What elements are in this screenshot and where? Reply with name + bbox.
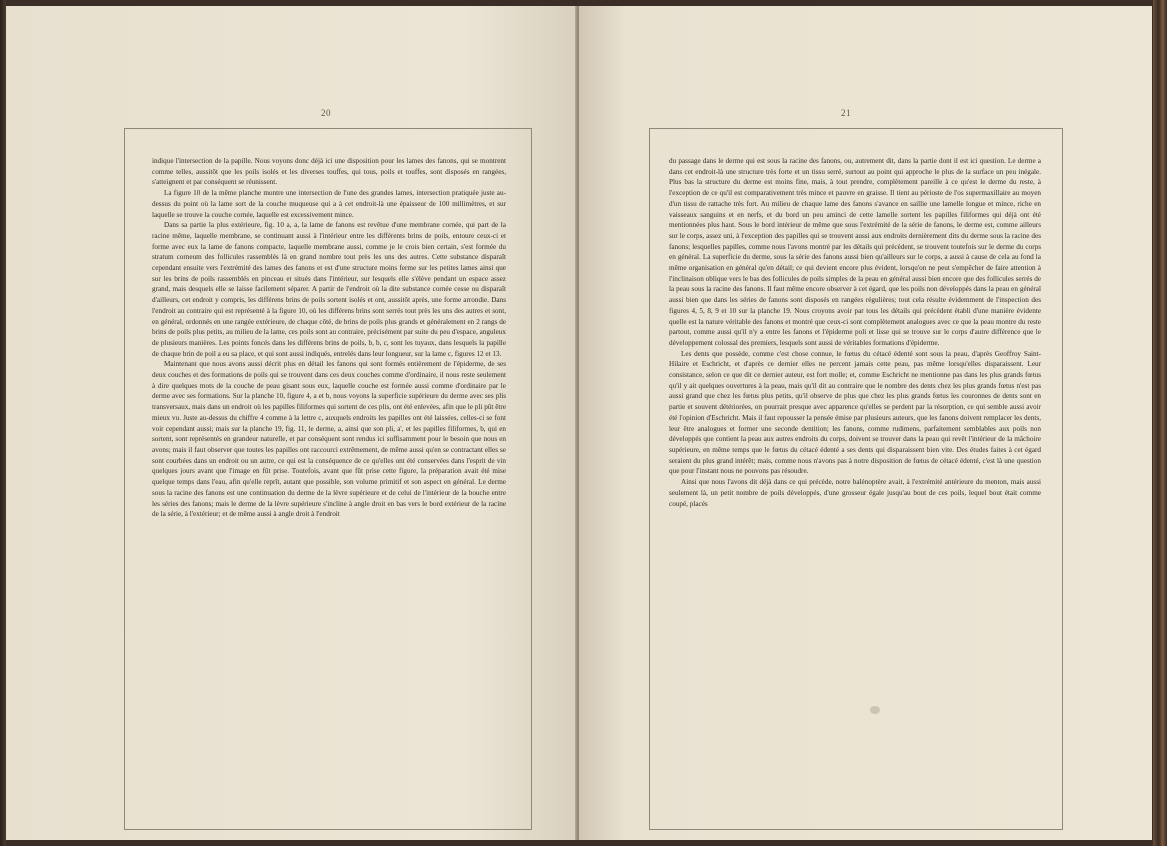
ink-spot [870,706,880,714]
body-text [152,156,506,520]
paragraph: Maintenant que nous avons aussi décrit plus en détail les fanons qui sont formés entièrement de l'épiderme, de ses deux couches et des formations de poils qui se trouvent dans ces deux couches comme d'ordinaire, il nous reste seulement à dire quelques mots de la couche de peau gisant sous eux, laquelle couche est formée aussi comme d'ordinaire par le derme avec ses formations. Sur la planche 10, figure 4, a et b, nous voyons la superficie supérieure du derme avec ses plis transversaux, mais dans un endroit où les papilles filiformes qui sortent de ces plis, ont été enlevées, afin que le pli pût être mieux vu. Juste au-dessus du chiffre 4 comme à la lettre c, auxquels endroits les papilles ont été laissées, celles-ci se font voir cependant aussi; mais sur la planche 19, fig. 11, le derme, a, ainsi que son pli, a', et les papilles filiformes, b, qui en sortent, sont représentés en grandeur naturelle, et par conséquent sont rendus ici suffisamment pour le besoin que nous en avons; mais il faut observer que toutes les papilles ont raccourci extrêmement, de même aussi qu'en se contractant elles se sont courbées dans un endroit ou un autre, ce qui est la conséquence de ce qu'elles ont été conservées dans l'esprit de vin quelques jours avant que l'image en fût prise. Toutefois, avant que fût prise cette figure, la préparation avait été mise quelque temps dans l'eau, afin qu'elle reprît, autant que possible, son volume primitif et son aspect en général. Le derme sous la racine des fanons est une continuation du derme de la lèvre supérieure et de celui de l'intérieur de la bouche entre les séries des fanons; mais le derme de la lèvre supérieure s'incline à angle droit en bas vers le bord extérieur de la racine de la série, à l'extérieur; et de même aussi à angle droit à l'endroit [152,360,506,519]
paragraph: du passage dans le derme qui est sous la racine des fanons, ou, autrement dit, dans la partie dont il est ici question. Le derme a dans cet endroit-là une structure très forte et un tissu serré, surtout au point qui approche le plus de la surface un peu inégale. Plus bas la structure du derme est moins fine, mais, à tout prendre, complètement pareille à ce qu'est le derme du reste, à l'exception de ce qu'il est comparativement très mince et pauvre en graisse. Il tient au périoste de l'os supermaxillaire au moyen d'un tissu de rattache très fort. Au milieu de chaque lame des fanons s'avance en saillie une lamelle longue et mince, riche en vaisseaux sanguins et en nerfs, et du bord un peu aminci de cette lamelle sortent les papilles filiformes qui déjà ont été mentionnées plus haut. Sous le bord intérieur de même que sous l'extrémité de la série de fanons, le derme est, comme ailleurs sur le corps, assez uni, à l'exception des papilles qui se trouvent aussi aux endroits dernièrement dits du derme sous la racine des fanons; lesquelles papilles, comme nous l'avons montré par les détails qui précèdent, se trouvent toutefois sur le derme du corps en général. La superficie du derme, sous la série des fanons aussi bien qu'ailleurs sur le corps, a aussi à cause de cela au fond la même organisation en général qu'en détail; ce qui devient encore plus évident, lorsqu'on ne peut s'empêcher de faire attention à l'inclinaison oblique vers le bas des follicules de poils simples de la peau en général aussi bien encore que des follicules serrés de la peau sous la racine des fanons. Il faut même encore observer à cet égard, que les poils non développés dans la peau en général aussi bien que dans les séries de fanons sont disposés en rangées régulières; tout cela résulte évidemment de l'inspection des figures 4, 5, 8, 9 et 10 sur la planche 19. Nous croyons avoir par tous les détails qui précèdent établi d'une manière évidente quelle est la nature véritable des fanons et montré que ceux-ci sont complètement analogues avec ce que la peau montre du reste partout, comme aussi qu'il n'y a entre les fanons et l'épiderme poli et lisse qui se trouve sur le corps d'autre différence que le développement colossal des premiers, lesquels sont aussi de véritables formations d'épiderme. [669,157,1041,347]
paragraph: Ainsi que nous l'avons dit déjà dans ce qui précède, notre balénoptère avait, à l'extrémité antérieure du menton, mais aussi seulement là, un petit nombre de poils développés, d'une grosseur égale jusqu'au bout de ces poils, lequel bout était comme coupé, placés [669,478,1041,508]
page-number: 20 [321,108,331,118]
page-number: 21 [841,108,851,118]
paragraph: indique l'intersection de la papille. Nous voyons donc déjà ici une disposition pour les lames des fanons, qui se montrent comme telles, aussitôt que les poils isolés et les diverses touffes, qui tous, poils et touffes, sont disposés en rangées, s'atteignent et par conséquent se réunissent. [152,157,506,187]
book-edge-right [1153,0,1167,846]
paragraph: Les dents que possède, comme c'est chose connue, le fœtus du cétacé édenté sont sous la peau, d'après Geoffroy Saint-Hilaire et Eschricht, et d'après ce dernier elles ne percent jamais cette peau, pas même lorsqu'elles disparaissent. Leur consistance, selon ce que dit ce dernier auteur, est fort molle; et, comme Eschricht ne mentionne pas dans les plus grands fœtus qu'il y ait quelques ouvertures à la peau, mais qu'il dit au contraire que le nombre des dents chez les plus grands fœtus n'est pas aussi grand que chez les fœtus plus petits, qu'il observe de plus que chez les plus grands fœtus les couronnes de dents sont en partie et souvent détériorées, on pourrait presque avec apparence qu'elles se perdent par la résorption, ce qui semble aussi avoir été l'opinion d'Eschricht. Mais il faut repousser la pensée émise par plusieurs auteurs, que les fanons doivent remplacer les dents, leur être analogues et former une seconde dentition; les fanons, comme rudimens, parfaitement semblables aux poils non développés que contient la peau aux autres endroits du corps, doivent se trouver dans la peau qui revêt l'intérieur de la mâchoire supérieure, en même temps que le fœtus du cétacé édenté a ses dents qui disparaissent bien vite. Des études faites à cet égard seraient du plus grand intérêt; mais, comme nous n'avons pas à notre disposition de fœtus de cétacé édenté, c'est là une question que pour l'instant nous ne pouvons pas résoudre. [669,349,1041,476]
left-page [6,6,577,840]
paragraph: Dans sa partie la plus extérieure, fig. 10 a, a, la lame de fanons est revêtue d'une membrane cornée, qui part de la racine même, laquelle membrane, se continuant aussi à l'intérieur entre les différents brins de poils, entoure ceux-ci et forme avec eux la lame de fanons compacte, laquelle membrane aussi, comme je le crois bien certain, s'est formée du stratum corneum des follicules rassemblés là en grand nombre tout près les uns des autres. Cette substance disparaît cependant ensuite vers l'extrémité des lames des fanons et est d'une structure moins ferme sur les petites lames ainsi que sur les brins de poils rassemblés en pinceau et situés dans l'intérieur, sur lesquels elle s'élève pendant un espace assez grand, mais desquels elle se laisse facilement séparer. A partir de l'endroit où la dite substance cornée cesse ou disparaît d'ailleurs, cet endroit y compris, les différens brins de poils sortent isolés et ont, aussitôt après, une forme arrondie. Dans l'endroit au contraire qui est représenté à la figure 10, où les différens brins sont serrés tout près les uns des autres et sont, en général, ordonnés en une rangée extérieure, de chaque côté, de brins de poils plus grands et généralement en 2 rangs de brins de poils plus petits, au milieu de la lame, ces poils sont au contraire, précisément par suite du peu d'espace, anguleux de plusieurs manières. Les points foncés dans les différens brins de poils, b, b, c, sont les tuyaux, dans lesquels la papille de chaque brin de poil a eu sa place, et qui sont aussi indiqués, entrelés dans leur longueur, sur la lame c, figures 12 et 13. [152,221,506,358]
right-page [579,6,1152,840]
body-text [669,156,1041,509]
paragraph: La figure 10 de la même planche montre une intersection de l'une des grandes lames, intersection pratiquée juste au-dessus du point où la lame sort de la couche muqueuse qui a à cet endroit-là une épaisseur de 100 millimètres, et sur laquelle se trouve la couche cornée, laquelle est excessivement mince. [152,189,506,219]
